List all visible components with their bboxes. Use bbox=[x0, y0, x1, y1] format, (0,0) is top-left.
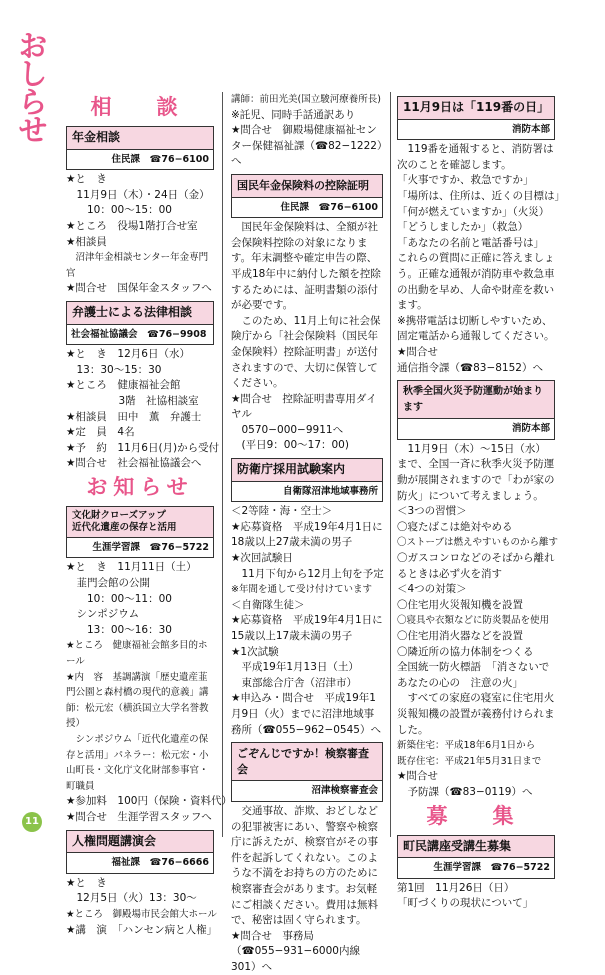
column-2 bbox=[231, 92, 383, 975]
body-line: ※携帯電話は切断しやすいため、固定電話から通報してください。 bbox=[397, 314, 555, 343]
article-title: 町民講座受講生募集 bbox=[398, 836, 554, 859]
article-title: ごぞんじですか！検察審査会 bbox=[232, 743, 382, 781]
article-body-bunkazai bbox=[66, 560, 232, 825]
body-line: すべての家庭の寝室に住宅用火災報知機の設置が義務付けられました。 bbox=[397, 692, 555, 736]
body-line: 第1回 11月26日（日） bbox=[397, 881, 515, 894]
body-line: 全国統一防火標語 「消さないで あなたの心の 注意の火」 bbox=[397, 661, 560, 689]
sidebar bbox=[0, 0, 58, 860]
article-dept: 沼津検察審査会 bbox=[311, 785, 378, 797]
body-line: ★問合せ 御殿場健康福祉センター保健福祉課（☎82−1222）へ bbox=[231, 124, 383, 168]
body-line: ★申込み・問合せ 平成19年1月9日（火）までに沼津地域事務所（☎055−962−0545）へ bbox=[231, 692, 381, 736]
body-line: 〇寝たばこは絶対やめる bbox=[397, 520, 513, 533]
body-line: ＜2等陸・海・空士＞ bbox=[231, 505, 333, 518]
body-line: ★ところ 健康福祉会館 bbox=[66, 379, 181, 392]
article-box-kokuho bbox=[231, 174, 383, 218]
body-line: 「どうしましたか」（救急） bbox=[397, 221, 529, 234]
body-line: 「何が燃えていますか」（火災） bbox=[397, 205, 550, 218]
body-line: 13：00〜16：30 bbox=[66, 623, 172, 636]
body-line: ★問合せ 国保年金スタッフへ bbox=[66, 282, 212, 295]
body-line: ★問合せ 生涯学習スタッフへ bbox=[66, 810, 212, 823]
article-dept: 生涯学習課 ☎76−5722 bbox=[92, 541, 209, 553]
body-line: 平成19年1月13日（土） bbox=[231, 661, 359, 674]
body-line: 交通事故、詐欺、おどしなどの犯罪被害にあい、警察や検察庁に訴えたが、検察官がその事件を起訴してくれない。このような不満をお持ちの方のために検察審査会があります。お気軽にご相談ください。費用は無料で、秘密は固く守られます。 bbox=[231, 804, 378, 927]
body-line: ★問合せ 社会福祉協議会へ bbox=[66, 457, 202, 470]
body-line: シンポジウム bbox=[66, 608, 140, 621]
body-line: 韮門会館の公開 bbox=[66, 577, 150, 590]
column-1 bbox=[66, 92, 232, 938]
body-line: 既存住宅：平成21年5月31日まで bbox=[397, 755, 542, 767]
body-line: ★応募資格 平成19年4月1日に15歳以上17歳未満の男子 bbox=[231, 614, 383, 642]
body-line: 国民年金保険料は、全額が社会保険料控除の対象になります。年末調整や確定申告の際、平成18年中に納付した額を控除するためには、証明書類の添付が必要です。 bbox=[231, 221, 381, 312]
article-box-kensatsu bbox=[231, 742, 383, 802]
body-line: ★問合せ 控除証明書専用ダイヤル bbox=[231, 392, 377, 421]
article-body-kensatsu bbox=[231, 804, 383, 975]
section-heading-soudan: 相 談 bbox=[90, 95, 190, 119]
body-line: 通信指令課（☎83−8152）へ bbox=[397, 361, 543, 374]
body-line: ＜3つの習慣＞ bbox=[397, 505, 467, 518]
section-heading-boshu: 募 集 bbox=[426, 803, 526, 828]
body-line: ★講 演 「ハンセン病と人権」 bbox=[66, 923, 218, 936]
body-line: ★相談員 bbox=[66, 235, 107, 248]
article-body-119 bbox=[397, 142, 565, 376]
body-line: これらの質問に正確に答えましょう。正確な通報が消防車や救急車の出動を早め、人命や財産を救います。 bbox=[397, 252, 555, 312]
article-title: 国民年金保険料の控除証明 bbox=[232, 175, 382, 198]
body-line: 3階 社協相談室 bbox=[66, 394, 199, 407]
body-line: ★問合せ bbox=[397, 345, 438, 358]
body-line: 新築住宅：平成18年6月1日から bbox=[397, 740, 536, 752]
body-line: ＜自衛隊生徒＞ bbox=[231, 598, 305, 611]
article-dept: 社会福祉協議会 ☎76−9908 bbox=[71, 328, 207, 340]
body-line: ★定 員 4名 bbox=[66, 426, 135, 439]
body-line: ＜4つの対策＞ bbox=[397, 583, 467, 596]
body-line: 「場所は、住所は、近くの目標は」 bbox=[397, 189, 565, 202]
body-line: 0570−000−9911へ bbox=[231, 423, 344, 436]
body-line: ※託児、同時手話通訳あり bbox=[231, 108, 356, 121]
body-line: 講師：前田光美(国立駿河療養所長) bbox=[231, 94, 381, 105]
body-line: 〇ガスコンロなどのそばから離れるときは必ず火を消す bbox=[397, 552, 555, 580]
body-line: 13：30〜15：30 bbox=[66, 363, 162, 376]
body-line: 11月下旬から12月上旬を予定 bbox=[231, 567, 384, 580]
body-line: 東部総合庁舎（沼津市） bbox=[231, 676, 357, 689]
article-body-bengoshi bbox=[66, 347, 220, 472]
body-line: 〇住宅用消火器などを設置 bbox=[397, 630, 523, 642]
body-line: 「あなたの名前と電話番号は」 bbox=[397, 236, 544, 249]
article-dept: 生涯学習課 ☎76−5722 bbox=[433, 862, 550, 874]
body-line: 12月5日（火）13：30〜 bbox=[66, 892, 197, 905]
body-line: ★ところ 御殿場市民会館大ホール bbox=[66, 908, 217, 920]
article-dept: 住民課 ☎76−6100 bbox=[280, 201, 378, 213]
body-line: ※年間を通して受け付けています bbox=[231, 584, 372, 596]
body-line: (平日9：00〜17：00) bbox=[231, 439, 349, 452]
article-title: 人権問題講演会 bbox=[67, 831, 213, 854]
article-box-jinken bbox=[66, 830, 214, 874]
section-heading-oshirase: お知らせ bbox=[86, 474, 194, 499]
body-line: 11月9日（木）・24日（金） bbox=[66, 188, 210, 201]
body-line: ★と き bbox=[66, 876, 107, 889]
article-title: 防衛庁採用試験案内 bbox=[232, 459, 382, 482]
body-line: ★1次試験 bbox=[231, 645, 279, 658]
body-line: ★参加料 100円（保険・資料代） bbox=[66, 795, 232, 808]
article-title: 11月9日は「119番の日」 bbox=[398, 97, 554, 120]
article-body-akibouka bbox=[397, 442, 560, 801]
body-line: ★問合せ 事務局（☎055−931−6000内線301）へ bbox=[231, 929, 360, 973]
body-line: ★予 約 11月6日(月)から受付 bbox=[66, 441, 220, 454]
article-box-bengoshi bbox=[66, 301, 214, 345]
article-dept: 自衛隊沼津地域事務所 bbox=[282, 485, 378, 497]
body-line: ★次回試験日 bbox=[231, 552, 293, 565]
article-dept: 福祉課 ☎76−6666 bbox=[111, 857, 209, 869]
body-line: 〇ストーブは燃えやすいものから離す bbox=[397, 537, 559, 549]
body-line: 〇住宅用火災報知機を設置 bbox=[397, 598, 523, 611]
article-box-boueicho bbox=[231, 458, 383, 502]
column-divider bbox=[390, 92, 391, 837]
body-line: 〇寝具や衣類などに防炎製品を使用 bbox=[397, 615, 550, 627]
page-number: 11 bbox=[22, 812, 42, 832]
body-line: シンポジウム「近代化遺産の保存と活用」パネラー：松元宏・小山町長・文化庁文化財部参事官・町職員 bbox=[66, 734, 209, 792]
article-box-nenkin bbox=[66, 126, 214, 170]
article-title: 年金相談 bbox=[67, 127, 213, 150]
body-line: ★応募資格 平成19年4月1日に18歳以上27歳未満の男子 bbox=[231, 520, 383, 549]
body-line: 119番を通報すると、消防署は次のことを確認します。 bbox=[397, 143, 554, 171]
article-box-119 bbox=[397, 96, 555, 140]
article-title: 弁護士による法律相談 bbox=[67, 302, 213, 325]
body-line: ★と き bbox=[66, 173, 107, 186]
body-line: 10：00〜11：00 bbox=[66, 592, 172, 605]
body-line: 11月9日（木）〜15日（水）まで、全国一斉に秋季火災予防運動が展開されますので「わが家の防火」について考えましょう。 bbox=[397, 442, 555, 502]
article-dept: 消防本部 bbox=[511, 123, 550, 135]
article-dept: 住民課 ☎76−6100 bbox=[111, 153, 209, 165]
body-line: ★と き 12月6日（水） bbox=[66, 348, 190, 361]
article-box-bunkazai bbox=[66, 506, 214, 559]
section-title-oshirase: おしらせ bbox=[12, 30, 47, 142]
body-line: 予防課（☎83−0119）へ bbox=[397, 785, 533, 798]
body-line: ★ところ 役場1階打合せ室 bbox=[66, 219, 198, 232]
column-3 bbox=[397, 96, 565, 912]
article-dept: 消防本部 bbox=[511, 423, 550, 435]
article-body-kouza bbox=[397, 881, 555, 912]
body-line: ★内 容 基調講演「歴史遺産韮門公園と森村橋の現代的意義」講師：松元宏（横浜国立大学名誉教授） bbox=[66, 671, 209, 730]
body-line: 「火事ですか、救急ですか」 bbox=[397, 174, 534, 187]
article-box-akibouka bbox=[397, 380, 555, 440]
article-title: 秋季全国火災予防運動が始まります bbox=[398, 381, 554, 419]
body-line: 「町づくりの現状について」 bbox=[397, 897, 534, 910]
column-divider bbox=[222, 92, 223, 837]
article-box-kouza bbox=[397, 835, 555, 879]
body-line: 沼津年金相談センター年金専門官 bbox=[66, 252, 209, 279]
article-body-nenkin bbox=[66, 172, 214, 297]
article-body-boueicho bbox=[231, 504, 383, 738]
body-line: 10：00〜15：00 bbox=[66, 204, 172, 217]
body-line: このため、11月上旬に社会保険庁から「社会保険料（国民年金保険料）控除証明書」が送付されますので、大切に保管してください。 bbox=[231, 314, 381, 390]
article-body-jinken bbox=[66, 876, 218, 938]
body-line: ★と き 11月11日（土） bbox=[66, 561, 197, 574]
body-line: ★問合せ bbox=[397, 770, 438, 783]
article-title: 文化財クローズアップ 近代化遺産の保存と活用 bbox=[67, 507, 213, 538]
body-line: 〇隣近所の協力体制をつくる bbox=[397, 645, 534, 658]
body-line: ★相談員 田中 薫 弁護士 bbox=[66, 410, 202, 423]
body-line: ★ところ 健康福祉会館多目的ホール bbox=[66, 640, 208, 668]
article-body-kokuho bbox=[231, 220, 383, 454]
